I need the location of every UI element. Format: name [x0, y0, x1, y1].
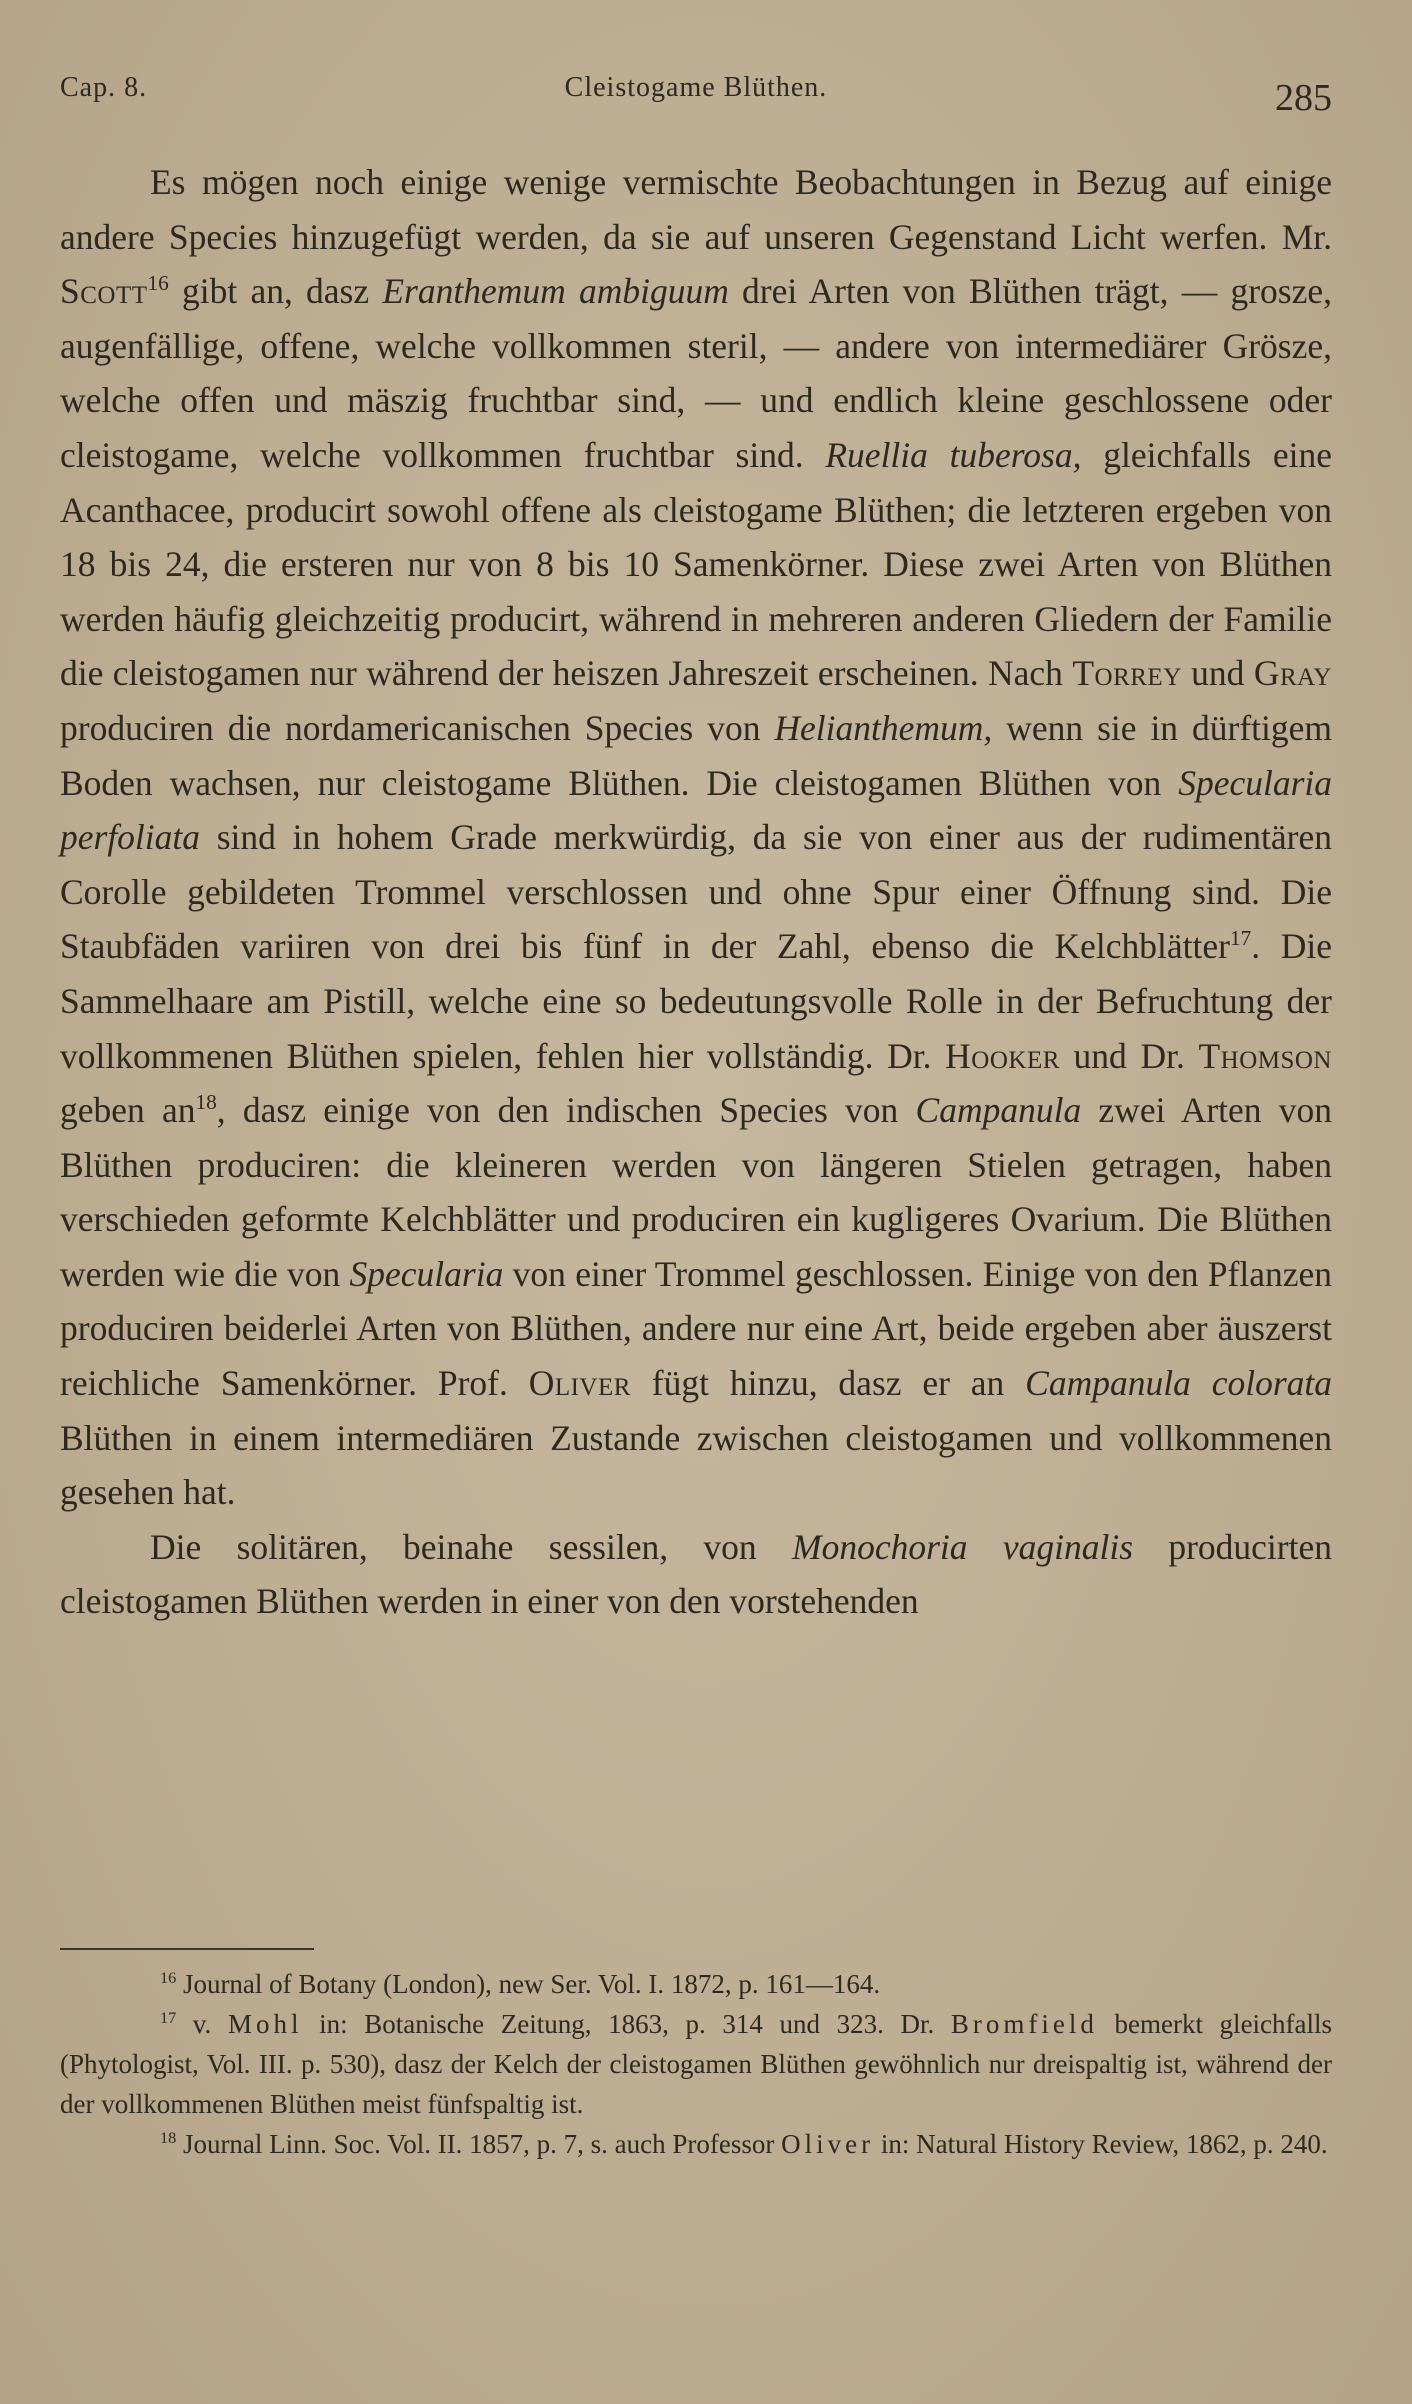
taxon-name: Campanula	[915, 1090, 1082, 1131]
taxon-name: Specularia perfoliata	[60, 762, 1332, 858]
taxon-name: Helianthemum,	[774, 707, 993, 748]
author-name: Hooker	[945, 1035, 1060, 1076]
page-number: 285	[1275, 77, 1332, 119]
author-name: Mohl	[227, 2009, 303, 2039]
text-run: Journal Linn. Soc. Vol. II. 1857, p. 7, s. auch Professor	[176, 2129, 782, 2159]
footnote-ref: 16	[160, 1969, 177, 1987]
author-name: Thomson	[1198, 1035, 1332, 1076]
main-text	[60, 155, 1332, 1629]
running-header	[60, 72, 1332, 132]
author-name: Oliver	[528, 1363, 631, 1404]
text-run: gibt an, dasz	[168, 271, 383, 312]
author-name: Oliver	[781, 2129, 875, 2159]
chapter-label: Cap. 8.	[60, 72, 148, 103]
paragraph-2	[60, 1520, 1332, 1629]
footnote-ref: 17	[1229, 926, 1252, 951]
text-run: zwei Arten von Blüthen produciren: die kleineren werden von längeren Stielen getragen, haben verschieden geformte Kelchblätter und produciren ein kugligeres Ovarium. Die Blüthen werden wie die von	[60, 1090, 1332, 1294]
text-run: v.	[176, 2009, 228, 2039]
taxon-name: Eranthemum ambiguum	[382, 271, 729, 312]
text-run: wenn sie in dürftigem Boden wachsen, nur cleistogame Blüthen. Die cleistogamen Blüthen von	[60, 707, 1332, 803]
footnote-ref: 16	[147, 271, 169, 296]
text-run: geben an	[60, 1090, 196, 1131]
footnote-rule	[60, 1948, 314, 1950]
text-run: in: Natural History Review, 1862, p. 240.	[874, 2129, 1328, 2159]
text-run: producirten cleistogamen Blüthen werden in einer von den vorstehenden	[60, 1526, 1332, 1622]
text-run: . Die Sammelhaare am Pistill, welche eine so bedeutungsvolle Rolle in der Befruchtung der vollkommenen Blüthen spielen, fehlen hier vollständig. Dr.	[60, 926, 1332, 1076]
footnote-17	[60, 2004, 1332, 2124]
text-run: in: Botanische Zeitung, 1863, p. 314 und 323. Dr.	[302, 2009, 951, 2039]
text-run: Die solitären, beinahe sessilen, von	[150, 1526, 792, 1567]
paragraph-1	[60, 155, 1332, 1520]
text-run: Blüthen in einem intermediären Zustande zwischen cleistogamen und vollkommenen gesehen hat.	[60, 1417, 1332, 1513]
text-run: Es mögen noch einige wenige vermischte Beobachtungen in Bezug auf einige andere Species hinzugefügt werden, da sie auf unseren Gegenstand Licht werfen. Mr.	[60, 162, 1332, 257]
text-run: von einer Trommel geschlossen. Einige von den Pflanzen produciren beiderlei Arten von Blüthen, andere nur eine Art, beide ergeben aber äuszerst reichliche Samenkörner. Prof.	[60, 1253, 1332, 1404]
text-run: drei Arten von Blüthen trägt, — grosze, augenfällige, offene, welche vollkommen steril, — andere von intermediärer Grösze, welche offen und mäszig fruchtbar sind, — und endlich kleine geschlossene oder cleistogame, welche vollkommen fruchtbar sind.	[60, 271, 1332, 475]
author-name: Torrey	[1072, 653, 1182, 694]
running-title: Cleistogame Blüthen.	[564, 72, 828, 103]
taxon-name: Campanula colorata	[1025, 1363, 1333, 1404]
text-run: bemerkt gleichfalls (Phytologist, Vol. III. p. 530), dasz der Kelch der cleistogamen Blüthen gewöhnlich nur dreispaltig ist, während der der vollkommenen Blüthen meist fünfspaltig ist.	[60, 2009, 1333, 2119]
text-run: gleichfalls eine Acanthacee, producirt sowohl offene als cleistogame Blüthen; die letzteren ergeben von 18 bis 24, die ersteren nur von 8 bis 10 Samenkörner. Diese zwei Arten von Blüthen werden häufig gleichzeitig producirt, während in mehreren anderen Gliedern der Familie die cleistogamen nur während der heiszen Jahreszeit erscheinen. Nach	[60, 434, 1332, 694]
author-name: Bromfield	[950, 2009, 1098, 2039]
text-run: , dasz einige von den indischen Species von	[216, 1090, 916, 1131]
footnote-16	[60, 1964, 1332, 2004]
footnote-ref: 18	[160, 2129, 177, 2147]
text-run: fügt hinzu, dasz er an	[630, 1363, 1026, 1404]
footnote-ref: 17	[160, 2009, 177, 2027]
text-run: sind in hohem Grade merkwürdig, da sie von einer aus der rudimentären Corolle gebildeten Trommel verschlossen und ohne Spur einer Öffnung sind. Die Staubfäden variiren von drei bis fünf in der Zahl, ebenso die Kelchblätter	[60, 817, 1332, 967]
taxon-name: Ruellia tuberosa,	[825, 434, 1082, 475]
text-run: Journal of Botany (London), new Ser. Vol. I. 1872, p. 161—164.	[176, 1969, 881, 1999]
footnotes	[60, 1964, 1332, 2164]
text-run: und Dr.	[1059, 1035, 1199, 1076]
taxon-name: Specularia	[349, 1253, 504, 1294]
text-run: und	[1181, 653, 1254, 694]
footnote-ref: 18	[195, 1090, 217, 1115]
text-run: produciren die nordamericanischen Species von	[60, 707, 775, 748]
author-name: Gray	[1253, 653, 1332, 694]
footnote-18	[60, 2124, 1332, 2164]
author-name: Scott	[60, 271, 148, 312]
taxon-name: Monochoria vaginalis	[792, 1526, 1134, 1567]
